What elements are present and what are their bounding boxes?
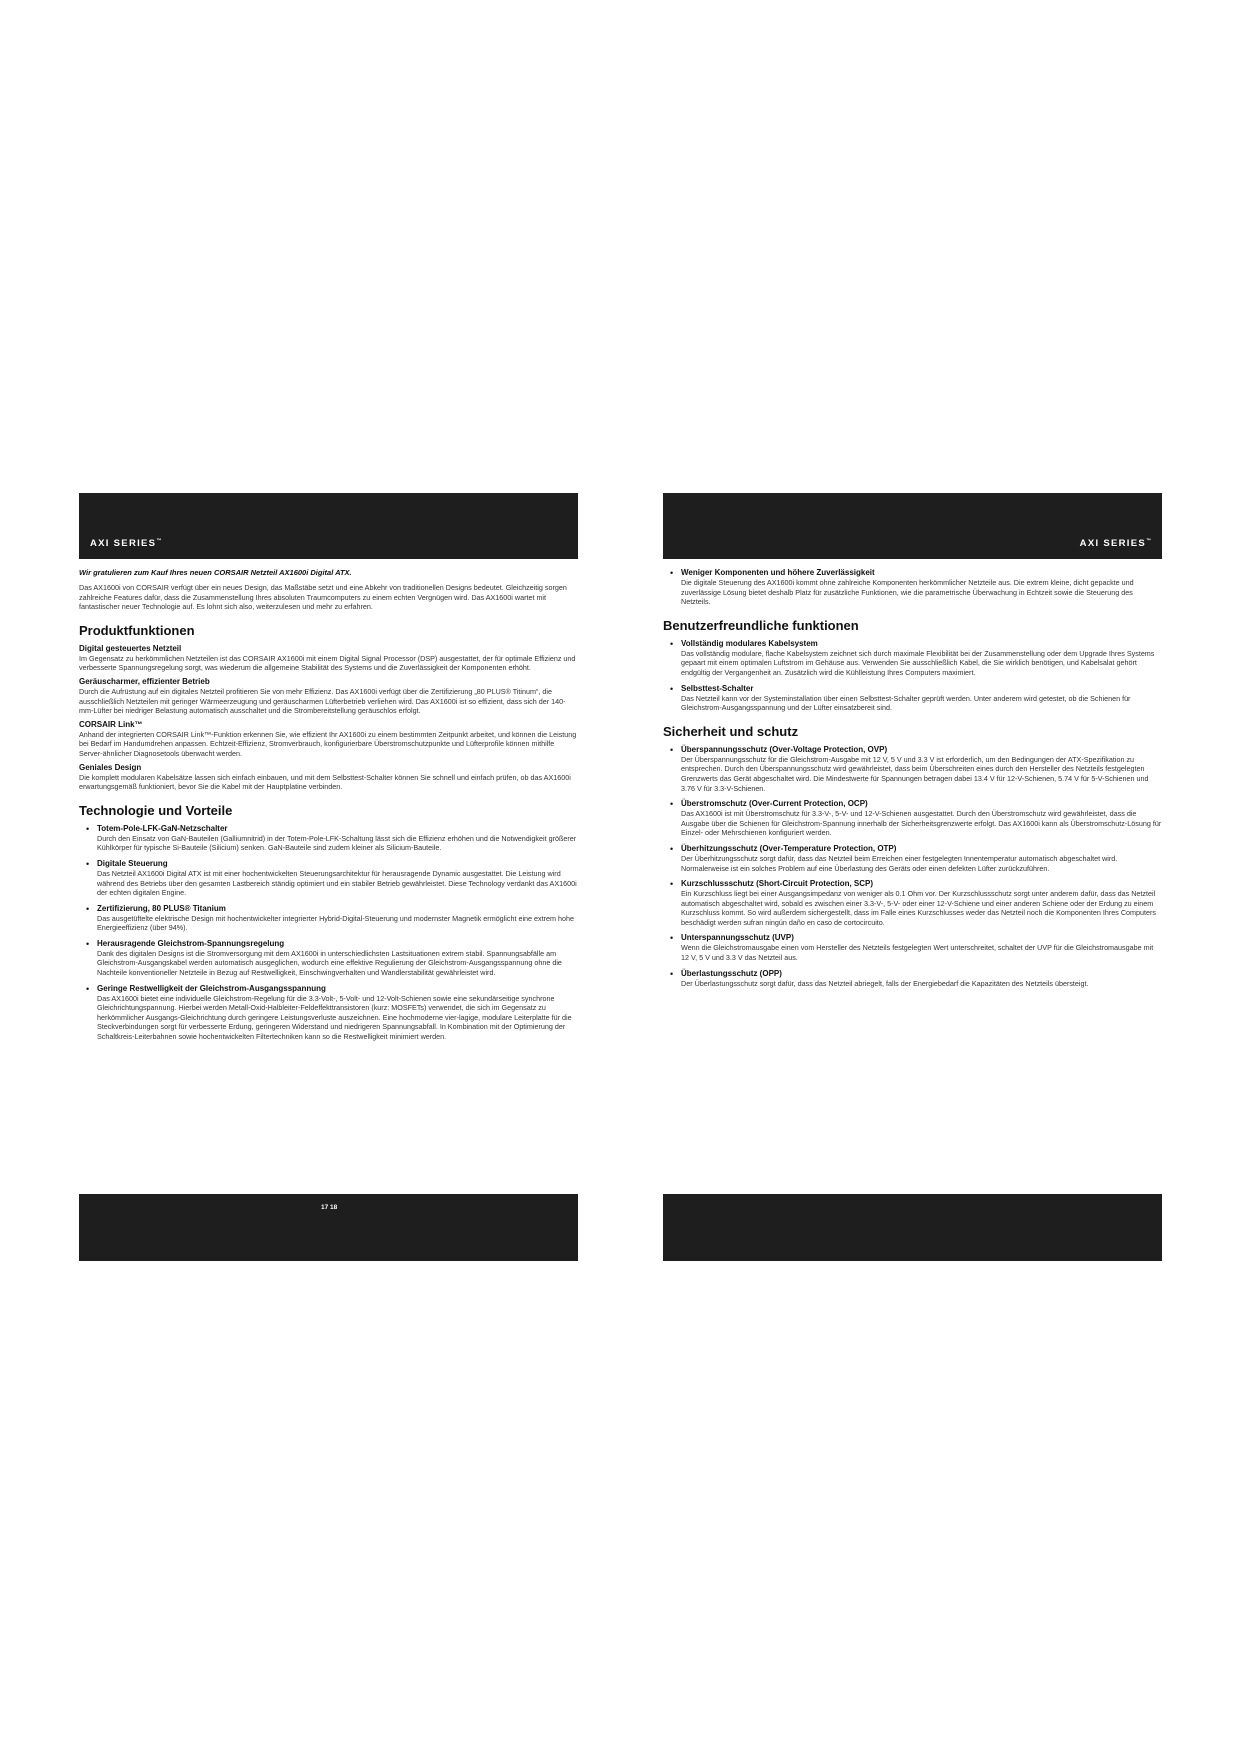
feature-block [79, 720, 578, 759]
feature-title: Digital gesteuertes Netzteil [79, 643, 182, 653]
safety-list [663, 745, 1162, 989]
item-title: Totem-Pole-LFK-GaN-Netzschalter [97, 823, 228, 833]
bullet-icon: • [86, 823, 90, 834]
bullet-icon: • [86, 983, 90, 994]
intro-text: Das AX1600i von CORSAIR verfügt über ein neues Design, das Maßstäbe setzt und eine Abkehr von traditionellen Designs bedeutet. Gleichzeitig sorgen zahlreiche Features dafür, dass die Zusammenstellung Ihres absoluten Traumcomputers zu einem echten Vergnügen wird. Das AX1600i wartet mit fantastischer neuer Technologie auf. Es lohnt sich also, weiterzulesen und mehr zu erfahren. [79, 583, 567, 612]
list-item [663, 933, 1162, 962]
list-item [79, 859, 578, 898]
bullet-icon: • [670, 879, 674, 890]
bullet-icon: • [670, 968, 674, 979]
item-title: Geringe Restwelligkeit der Gleichstrom-Ausgangsspannung [97, 983, 326, 993]
item-text: Das Netzteil kann vor der Systeminstallation über einen Selbsttest-Schalter geprüft werden. Unter anderem wird getestet, ob die Schienen für Gleichstrom-Ausgangsspannung und der Lüfter einsatzbereit sind. [681, 693, 1131, 713]
feature-block [79, 677, 578, 716]
feature-text: Die komplett modularen Kabelsätze lassen sich einfach einbauen, und mit dem Selbsttest-Schalter können Sie schnell und einfach prüfen, ob das AX1600i erwartungsgemäß funktioniert, bevor Sie die Kabel mit der Hauptplatine verbinden. [79, 772, 571, 792]
reliability-list [663, 568, 1162, 607]
item-title: Unterspannungsschutz (UVP) [681, 933, 794, 943]
bullet-icon: • [670, 683, 674, 694]
item-text: Wenn die Gleichstromausgabe einen vom Hersteller des Netzteils festgelegten Wert unterschreitet, schaltet der UVP für die Gleichstromausgabe mit 12 V, 5 V und 3.3 V das Netzteil aus. [681, 943, 1154, 963]
list-item [663, 684, 1162, 713]
section-title-benutzerfreundlich: Benutzerfreundliche funktionen [663, 617, 859, 633]
item-text: Das vollständig modulare, flache Kabelsystem zeichnet sich durch maximale Flexibilität bei der Zusammenstellung oder dem Upgrade Ihres Systems gepaart mit einem optimalen Luftstrom im Gehäuse aus. Verwenden Sie ausschließlich Kabel, die Sie wirklich benötigen, und Kabelsalat gehört endgültig der Vergangenheit an. Zusätzlich wird die Kühlleistung Ihres Computers maximiert. [681, 648, 1155, 677]
item-title: Überspannungsschutz (Over-Voltage Protection, OVP) [681, 744, 888, 754]
bullet-icon: • [86, 858, 90, 869]
item-text: Das ausgetüftelte elektrische Design mit hochentwickelter integrierter Hybrid-Digital-Steuerung und modernster Magnetik ermöglicht eine extrem hohe Energieeffizienz (über 94%). [97, 913, 575, 933]
item-title: Herausragende Gleichstrom-Spannungsregelung [97, 938, 285, 948]
list-item [663, 879, 1162, 927]
item-title: Überstromschutz (Over-Current Protection, OCP) [681, 799, 868, 809]
item-title: Zertifizierung, 80 PLUS® Titanium [97, 903, 226, 913]
item-title: Überhitzungsschutz (Over-Temperature Protection, OTP) [681, 843, 897, 853]
item-text: Dank des digitalen Designs ist die Stromversorgung mit dem AX1600i in unterschiedlichsten Lastsituationen extrem stabil. Spannungsabfälle am Gleichstrom-Ausgangskabel werden automatisch ausgeglichen, wodurch eine effektive Regulierung der Gleichstrom-Ausgangsspannung ohne die Nachteile konventioneller Netzteile in Bezug auf Restwelligkeit, Einschwingverhalten und Wandlerstabilität gewährleistet wird. [97, 948, 562, 978]
bullet-icon: • [670, 933, 674, 944]
item-title: Weniger Komponenten und höhere Zuverlässigkeit [681, 568, 875, 577]
bullet-icon: • [670, 843, 674, 854]
feature-block [79, 644, 578, 673]
usability-list [663, 639, 1162, 713]
bullet-icon: • [670, 638, 674, 649]
item-title: Überlastungsschutz (OPP) [681, 968, 782, 978]
right-content [663, 568, 1162, 994]
feature-text: Im Gegensatz zu herkömmlichen Netzteilen ist das CORSAIR AX1600i mit einem Digital Signal Processor (DSP) ausgestattet, der für optimale Effizienz und verbesserte Spannungsregelung sorgt, was wiederum die allgemeine Stabilität des Systems und die Zuverlässigkeit der Komponenten erhöht. [79, 653, 576, 673]
bullet-icon: • [86, 938, 90, 949]
left-content [79, 568, 578, 1048]
list-item [663, 844, 1162, 873]
section-title-sicherheit: Sicherheit und schutz [663, 723, 799, 739]
bullet-icon: • [670, 799, 674, 810]
item-title: Vollständig modulares Kabelsystem [681, 638, 818, 648]
page-number: 17 18 [321, 1204, 338, 1211]
intro-heading: Wir gratulieren zum Kauf Ihres neuen CORSAIR Netzteil AX1600i Digital ATX. [79, 568, 352, 577]
bullet-icon: • [670, 744, 674, 755]
item-title: Digitale Steuerung [97, 858, 168, 868]
item-title: Kurzschlussschutz (Short-Circuit Protection, SCP) [681, 879, 874, 889]
feature-block [79, 763, 578, 792]
list-item [79, 939, 578, 978]
bullet-icon: • [86, 903, 90, 914]
feature-title: CORSAIR Link™ [79, 719, 143, 729]
item-title: Selbsttest-Schalter [681, 683, 754, 693]
feature-title: Geniales Design [79, 762, 142, 772]
list-item [663, 969, 1162, 989]
item-text: Die digitale Steuerung des AX1600i kommt ohne zahlreiche Komponenten herkömmlicher Netzteile aus. Die extrem kleine, dicht gepackte und zuverlässige Lösung bietet deshalb Platz für zusätzliche Funktionen, wie die parametrische Überwachung in Echtzeit sowie die Steuerung des Netzteils. [681, 578, 1134, 607]
feature-text: Durch die Aufrüstung auf ein digitales Netzteil profitieren Sie von mehr Effizienz. Das AX1600i verfügt über die Zertifizierung „80 PLUS® Titinum“, die ausschließlich Netzteilen mit geringer Wärmeerzeugung und geräuscharmen Lüfterbetrieb verliehen wird. Das AX1600i ist so effizient, dass sich der 140-mm-Lüfter bei niedriger Belastung automatisch ausschaltet und die Strombereitstellung geräuschlos erfolgt. [79, 686, 566, 716]
right-page [663, 0, 1162, 1754]
item-text: Ein Kurzschluss liegt bei einer Ausgangsimpedanz von weniger als 0.1 Ohm vor. Der Kurzschlussschutz sorgt unter anderem dafür, dass das Netzteil automatisch abgeschaltet wird, sobald es zwischen einer 3.3-V-, 5-V- oder einer 12-V-Schiene und einer anderen Schiene oder der Erdung zu einem Kurzschluss kommt. So wird außerdem sichergestellt, dass im Falle eines Kurzschlusses weder das Netzteil noch die Komponenten Ihres Computers beschädigt werden sufran ningún daño en caso de cortocircuito. [681, 889, 1156, 927]
list-item [79, 904, 578, 933]
item-text: Der Überlastungsschutz sorgt dafür, dass das Netzteil abriegelt, falls der Energiebedarf die Kapazitäten des Netzteils übersteigt. [681, 978, 1089, 988]
list-item [663, 568, 1162, 607]
item-text: Durch den Einsatz von GaN-Bauteilen (Galliumnitrid) in der Totem-Pole-LFK-Schaltung lässt sich die Effizienz erhöhen und die Notwendigkeit größerer Kühlkörper für typische Si-Bauteile (Silicium) senken. GaN-Bauteile sind zudem kleiner als Silicium-Bauteile. [97, 833, 577, 853]
footer-bar [79, 1194, 578, 1261]
feature-title: Geräuscharmer, effizienter Betrieb [79, 676, 210, 686]
item-text: Das AX1600i ist mit Überstromschutz für 3.3-V-, 5-V- und 12-V-Schienen ausgestattet. Durch den Überstromschutz wird gewährleistet, dass die Ausgabe über die Schienen für Gleichstrom-Spannung innerhalb der Sicherheitsgrenzwerte erfolgt. Das AX1600i kann als Überstromschutz-Lösung für Einzel- oder Mehrschienen konfiguriert werden. [681, 809, 1162, 838]
item-text: Das Netzteil AX1600i Digital ATX ist mit einer hochentwickelten Steuerungsarchitektur für herausragende Dynamic ausgestattet. Die Leistung wird während des Betriebs über den gesamten Lastbereich ständig optimiert und ein stabiler Betrieb gewährleistet. Diese Technology verdankt das AX1600i der echten digitalen Engine. [97, 868, 577, 898]
technology-list [79, 824, 578, 1042]
header-bar [663, 493, 1162, 559]
item-text: Das AX1600i bietet eine individuelle Gleichstrom-Regelung für die 3.3-Volt-, 5-Volt- und 12-Volt-Schienen sowie eine sekundärseitige synchrone Gleichrichtungspannung. Hierbei werden Metall-Oxid-Halbleiter-Feldeffekttransistoren (kurz: MOSFETs) verwendet, die sich im Gegensatz zu herkömmlicher Ausgangs-Gleichrichtung durch geringere Leistungsverluste auszeichnen. Eine hochmoderne vier-lagige, modulare Leiterplatte für die Steckverbindungen sorgt für verbesserte Erdung, geringeren Widerstand und niedrigeren Spannungsabfall. In Kombination mit der Optimierung der Schaltkreis-Leiterbahnen sowie hochentwickelten Filtertechniken kann so die Restwelligkeit minimiert werden. [97, 993, 572, 1042]
list-item [663, 799, 1162, 838]
list-item [663, 639, 1162, 678]
series-logo: AXI SERIES™ [1079, 537, 1151, 549]
header-bar [79, 493, 578, 559]
feature-text: Anhand der integrierten CORSAIR Link™-Funktion erkennen Sie, wie effizient Ihr AX1600i zu einem bestimmten Zeitpunkt arbeitet, und können die Leistung bei Bedarf im Handumdrehen anpassen. Echtzeit-Effizienz, Stromverbrauch, konfigurierbare Überstromschutzpunkte und Lüfterprofile können mithilfe Server-ähnlicher Diagnosetools überwacht werden. [79, 729, 577, 758]
item-text: Der Überhitzungsschutz sorgt dafür, dass das Netzteil beim Erreichen einer festgelegten Innentemperatur automatisch abgeschaltet wird. Normalerweise ist ein solches Problem auf eine Überlastung des Geräts oder einen defekten Lüfter zurückzuführen. [681, 853, 1118, 873]
left-page [79, 0, 578, 1754]
section-title-produktfunktionen: Produktfunktionen [79, 622, 195, 638]
list-item [663, 745, 1162, 793]
footer-bar [663, 1194, 1162, 1261]
series-logo: AXI SERIES™ [90, 537, 162, 549]
list-item [79, 824, 578, 853]
item-text: Der Überspannungsschutz für die Gleichstrom-Ausgabe mit 12 V, 5 V und 3.3 V ist erforderlich, um den Bedingungen der ATX-Spezifikation zu entsprechen. Durch den Überspannungsschutz wird gewährleistet, dass beim Überschreiten eines durch den Hersteller des Netzteils festgelegten Grenzwerts das Gerät abgeschaltet wird. Die Mindestwerte für Spannungen betragen dabei 13.4 V für 12-V-Schienen, 5.74 V für 5-V-Schienen und 3.76 V für 3.3-V-Schienen. [681, 754, 1149, 793]
bullet-icon: • [670, 568, 674, 578]
section-title-technologie: Technologie und Vorteile [79, 802, 233, 818]
list-item [79, 984, 578, 1042]
